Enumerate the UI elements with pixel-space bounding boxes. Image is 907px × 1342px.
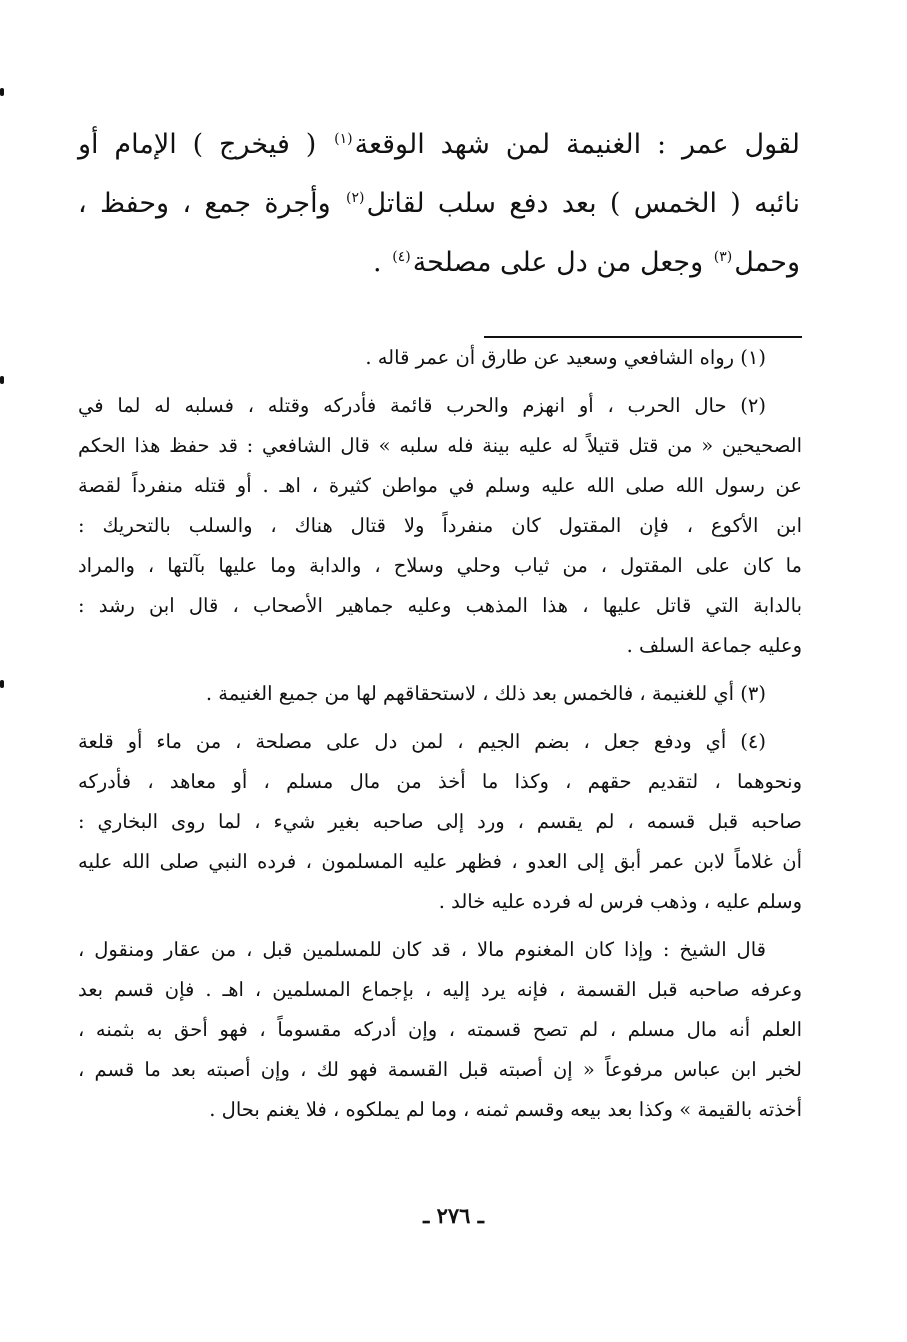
footnote-line: (٣) أي للغنيمة ، فالخمس بعد ذلك ، لاستحقاقهم لها من جميع الغنيمة . [205,682,766,705]
main-text-line: لقول عمر : الغنيمة لمن شهد الوقعة$^{(١)}$ ( فيخرج ) الإمام أو [78,129,800,160]
footnote-line: أن غلاماً لابن عمر أبق إلى العدو ، فظهر عليه المسلمون ، فرده النبي صلى الله عليه [78,850,802,873]
footnote-line: صاحبه قبل قسمه ، لم يقسم ، ورد إلى صاحبه بغير شيء ، لما روى البخاري : [78,810,802,833]
scan-edge-mark [0,88,4,96]
footnote-ref: (٣) [713,249,733,265]
footnote-line: لخبر ابن عباس مرفوعاً « إن أصبته قبل القسمة فهو لك ، وإن أصبته بعد ما قسم ، [78,1058,802,1081]
footnote-line: وعرفه صاحبه قبل القسمة ، فإنه يرد إليه ، بإجماع المسلمين ، اهـ . فإن قسم بعد [78,978,802,1001]
page-number: ـ ٢٧٦ ـ [423,1203,484,1228]
footnote-line: وعليه جماعة السلف . [626,634,802,657]
footnote-ref: (٢) [346,190,365,206]
footnote-line: (٢) حال الحرب ، أو انهزم والحرب قائمة فأدركه وقتله ، فسلبه له لما في [78,394,766,417]
footnote-line: وسلم عليه ، وذهب فرس له فرده عليه خالد . [438,890,802,913]
footnote-line: (١) رواه الشافعي وسعيد عن طارق أن عمر قاله . [365,346,766,369]
footnote-2 [78,386,802,666]
footnote-4 [78,722,802,922]
main-text-line: وحمل$^{(٣)}$ وجعل من دل على مصلحة$^{(٤)}$ . [373,247,800,278]
footnote-line: بالدابة التي قاتل عليها ، هذا المذهب وعليه جماهير الأصحاب ، قال ابن رشد : [78,594,802,617]
footnote-ref: (٤) [392,249,411,265]
main-text-line: نائبه ( الخمس ) بعد دفع سلب لقاتل$^{(٢)}$ وأجرة جمع ، وحفظ ، [78,188,801,219]
footnote-line: (٤) أي ودفع جعل ، بضم الجيم ، لمن دل على مصلحة ، من ماء أو قلعة [78,730,766,753]
footnote-line: ونحوهما ، لتقديم حقهم ، وكذا ما أخذ من مال مسلم ، أو معاهد ، فأدركه [78,770,802,793]
scan-edge-mark [0,376,4,384]
footnote-line: ابن الأكوع ، فإن المقتول كان منفرداً ولا قتال هناك ، والسلب بالتحريك : [78,514,802,537]
footnote-line: ما كان على المقتول ، من ثياب وحلي وسلاح ، والدابة وما عليها بآلتها ، والمراد [78,554,802,577]
main-text [78,115,800,292]
footnote-line: قال الشيخ : وإذا كان المغنوم مالا ، قد كان للمسلمين قبل ، من عقار ومنقول ، [78,938,766,961]
footnotes [78,338,802,1130]
footnote-line: أخذته بالقيمة » وكذا بعد بيعه وقسم ثمنه ، وما لم يملكوه ، فلا يغنم بحال . [209,1098,802,1121]
footnote-line: العلم أنه مال مسلم ، لم تصح قسمته ، وإن أدركه مقسوماً ، فهو أحق به بثمنه ، [78,1018,802,1041]
scan-edge-mark [0,680,4,688]
footnote-1 [78,338,802,378]
footnote-3 [78,674,802,714]
footnote-line: الصحيحين « من قتل قتيلاً له عليه بينة فله سلبه » قال الشافعي : قد حفظ هذا الحكم [78,434,802,457]
footnote-line: عن رسول الله صلى الله عليه وسلم في مواطن كثيرة ، اهـ . أو قتله منفرداً لقصة [78,474,802,497]
footnote-4-continuation [78,930,802,1130]
footnote-ref: (١) [334,131,353,147]
